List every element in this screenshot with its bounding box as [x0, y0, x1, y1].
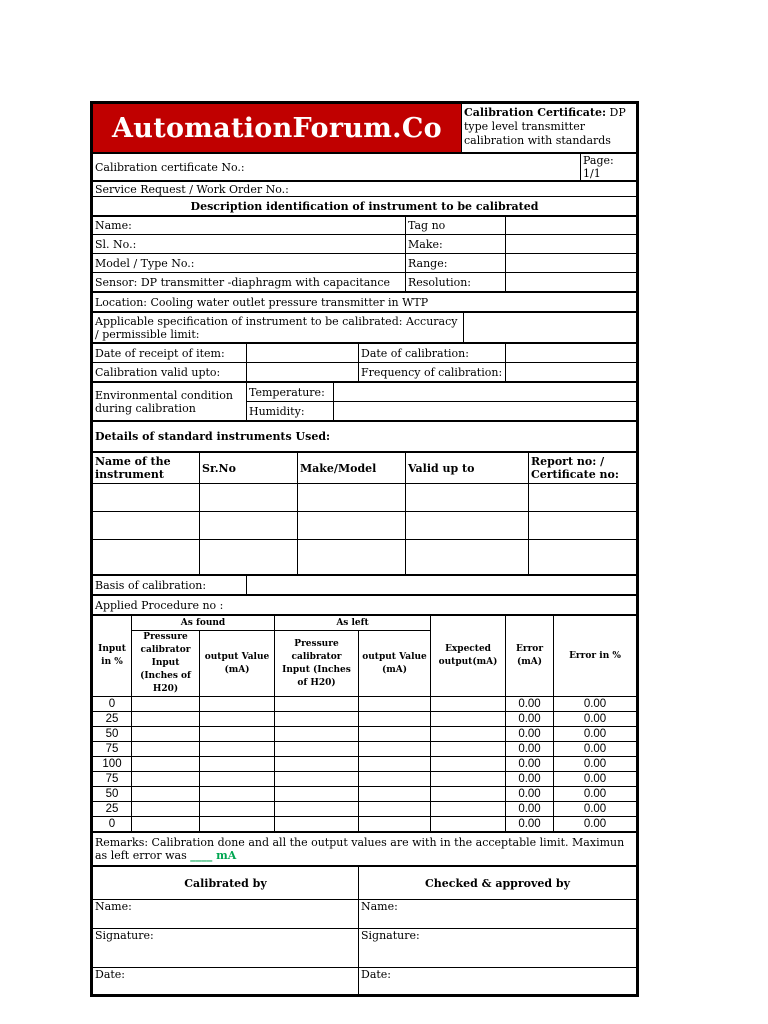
calibrated-by-date: Date: [93, 968, 359, 995]
output-left-cell [359, 727, 431, 742]
error-percent-cell: 0.00 [554, 757, 637, 772]
expected-output-cell [431, 697, 506, 712]
error-ma-cell: 0.00 [506, 817, 554, 832]
input-cell: 50 [93, 727, 132, 742]
error-percent-cell: 0.00 [554, 742, 637, 757]
standards-title: Details of standard instruments Used: [93, 422, 637, 452]
expected-output-cell [431, 802, 506, 817]
output-left-cell [359, 802, 431, 817]
error-ma-cell: 0.00 [506, 742, 554, 757]
output-found-cell [200, 772, 275, 787]
table-row [93, 817, 637, 832]
error-percent-cell: 0.00 [554, 817, 637, 832]
output-found-cell [200, 802, 275, 817]
receipt-date-label: Date of receipt of item: [93, 344, 247, 363]
error-ma-cell: 0.00 [506, 712, 554, 727]
spec-table [92, 312, 637, 343]
section-description: Description identification of instrument to be calibrated [93, 197, 637, 216]
tag-no-label: Tag no [406, 217, 506, 235]
std-header-report: Report no: / Certificate no: [529, 453, 637, 484]
error-ma-cell: 0.00 [506, 772, 554, 787]
std-header-srno: Sr.No [200, 453, 298, 484]
pressure-found-cell [132, 712, 200, 727]
table-row [93, 540, 637, 575]
output-found-cell [200, 757, 275, 772]
output-found-cell [200, 697, 275, 712]
table-row [93, 802, 637, 817]
procedure-table [92, 595, 637, 615]
calibration-results-table [92, 615, 637, 832]
error-ma-header: Error (mA) [506, 616, 554, 697]
pressure-found-cell [132, 802, 200, 817]
temperature-value [334, 383, 637, 402]
pressure-found-cell [132, 772, 200, 787]
procedure-label: Applied Procedure no : [93, 596, 637, 615]
basis-value [247, 576, 637, 595]
checked-by-header: Checked & approved by [359, 867, 637, 900]
sensor-label: Sensor: DP transmitter -diaphragm with capacitance [93, 273, 406, 292]
table-row [93, 742, 637, 757]
input-cell: 25 [93, 802, 132, 817]
tag-no-value [506, 217, 637, 235]
remarks [93, 833, 637, 866]
humidity-value [334, 402, 637, 421]
output-found-cell [200, 787, 275, 802]
checked-by-date: Date: [359, 968, 637, 995]
output-found-cell [200, 712, 275, 727]
table-row [93, 712, 637, 727]
location-table [92, 292, 637, 312]
error-ma-cell: 0.00 [506, 727, 554, 742]
resolution-value [506, 273, 637, 292]
output-found-cell [200, 817, 275, 832]
expected-output-cell [431, 727, 506, 742]
output-found-cell [200, 727, 275, 742]
spec-label: Applicable specification of instrument to be calibrated: Accuracy / permissible limit: [93, 313, 464, 343]
environment-label: Environmental condition during calibration [93, 383, 247, 421]
signoff-table [92, 866, 637, 995]
table-row [93, 787, 637, 802]
error-percent-cell: 0.00 [554, 697, 637, 712]
pressure-found-header: Pressure calibrator Input (Inches of H20) [132, 631, 200, 697]
std-header-name: Name of the instrument [93, 453, 200, 484]
calibration-date-value [506, 344, 637, 363]
pressure-found-cell [132, 697, 200, 712]
error-ma-cell: 0.00 [506, 787, 554, 802]
table-row [93, 512, 637, 540]
pressure-left-cell [275, 712, 359, 727]
location-label: Location: Cooling water outlet pressure transmitter in WTP [93, 293, 637, 312]
remarks-max-error: ____ mA [190, 849, 237, 862]
input-cell: 25 [93, 712, 132, 727]
table-row [93, 697, 637, 712]
input-cell: 100 [93, 757, 132, 772]
input-cell: 75 [93, 742, 132, 757]
receipt-date-value [247, 344, 359, 363]
pressure-found-cell [132, 727, 200, 742]
remarks-text: Remarks: Calibration done and all the output values are with in the acceptable limit. Maximun as left error was [95, 836, 625, 862]
output-left-cell [359, 772, 431, 787]
output-found-header: output Value (mA) [200, 631, 275, 697]
standards-title-table [92, 421, 637, 452]
certificate-title-bold: Calibration Certificate: [464, 106, 607, 119]
pressure-left-cell [275, 802, 359, 817]
automationforum-logo: AutomationForum.Co [93, 104, 462, 153]
error-percent-cell: 0.00 [554, 772, 637, 787]
table-row [93, 757, 637, 772]
output-left-header: output Value (mA) [359, 631, 431, 697]
instrument-name-label: Name: [93, 217, 406, 235]
make-value [506, 235, 637, 254]
table-row [93, 484, 637, 512]
basis-label: Basis of calibration: [93, 576, 247, 595]
temperature-label: Temperature: [247, 383, 334, 402]
pressure-left-header: Pressure calibrator Input (Inches of H20) [275, 631, 359, 697]
humidity-label: Humidity: [247, 402, 334, 421]
input-cell: 0 [93, 697, 132, 712]
spec-value [464, 313, 637, 343]
pressure-left-cell [275, 772, 359, 787]
table-row [93, 727, 637, 742]
standards-table [92, 452, 637, 575]
calibration-date-label: Date of calibration: [359, 344, 506, 363]
cert-info-table [92, 153, 637, 181]
model-label: Model / Type No.: [93, 254, 406, 273]
output-found-cell [200, 742, 275, 757]
error-percent-cell: 0.00 [554, 787, 637, 802]
instrument-table [92, 216, 637, 292]
calibrated-by-name: Name: [93, 900, 359, 929]
pressure-found-cell [132, 742, 200, 757]
certificate-title [462, 104, 637, 153]
page-number: Page: 1/1 [581, 154, 637, 181]
pressure-found-cell [132, 787, 200, 802]
error-ma-cell: 0.00 [506, 802, 554, 817]
cert-no-label: Calibration certificate No.: [93, 154, 581, 181]
error-percent-cell: 0.00 [554, 712, 637, 727]
pressure-left-cell [275, 757, 359, 772]
pressure-found-cell [132, 757, 200, 772]
basis-table [92, 575, 637, 595]
input-cell: 75 [93, 772, 132, 787]
output-left-cell [359, 742, 431, 757]
checked-by-name: Name: [359, 900, 637, 929]
valid-upto-label: Calibration valid upto: [93, 363, 247, 382]
dates-table [92, 343, 637, 382]
as-found-header: As found [132, 616, 275, 631]
output-left-cell [359, 757, 431, 772]
input-cell: 0 [93, 817, 132, 832]
std-header-valid: Valid up to [406, 453, 529, 484]
valid-upto-value [247, 363, 359, 382]
remarks-table [92, 832, 637, 866]
error-percent-cell: 0.00 [554, 727, 637, 742]
expected-output-cell [431, 787, 506, 802]
pressure-left-cell [275, 787, 359, 802]
pressure-found-cell [132, 817, 200, 832]
expected-output-cell [431, 772, 506, 787]
range-label: Range: [406, 254, 506, 273]
make-label: Make: [406, 235, 506, 254]
error-percent-cell: 0.00 [554, 802, 637, 817]
error-ma-cell: 0.00 [506, 757, 554, 772]
error-ma-cell: 0.00 [506, 697, 554, 712]
expected-output-cell [431, 742, 506, 757]
calibration-certificate [90, 101, 639, 997]
header-table [92, 103, 637, 153]
service-request-label: Service Request / Work Order No.: [93, 182, 637, 197]
expected-output-cell [431, 712, 506, 727]
pressure-left-cell [275, 817, 359, 832]
resolution-label: Resolution: [406, 273, 506, 292]
expected-output-cell [431, 817, 506, 832]
expected-output-header: Expected output(mA) [431, 616, 506, 697]
certificate-title-rest: DP type level transmitter calibration with standards [464, 106, 626, 147]
pressure-left-cell [275, 697, 359, 712]
output-left-cell [359, 697, 431, 712]
checked-by-signature: Signature: [359, 929, 637, 968]
pressure-left-cell [275, 742, 359, 757]
input-cell: 50 [93, 787, 132, 802]
service-table [92, 181, 637, 216]
calibrated-by-signature: Signature: [93, 929, 359, 968]
environment-table [92, 382, 637, 421]
error-percent-header: Error in % [554, 616, 637, 697]
frequency-value [506, 363, 637, 382]
sl-no-label: Sl. No.: [93, 235, 406, 254]
table-row [93, 772, 637, 787]
expected-output-cell [431, 757, 506, 772]
output-left-cell [359, 787, 431, 802]
pressure-left-cell [275, 727, 359, 742]
as-left-header: As left [275, 616, 431, 631]
std-header-make: Make/Model [298, 453, 406, 484]
frequency-label: Frequency of calibration: [359, 363, 506, 382]
output-left-cell [359, 712, 431, 727]
calibrated-by-header: Calibrated by [93, 867, 359, 900]
output-left-cell [359, 817, 431, 832]
input-percent-header: Input in % [93, 616, 132, 697]
range-value [506, 254, 637, 273]
